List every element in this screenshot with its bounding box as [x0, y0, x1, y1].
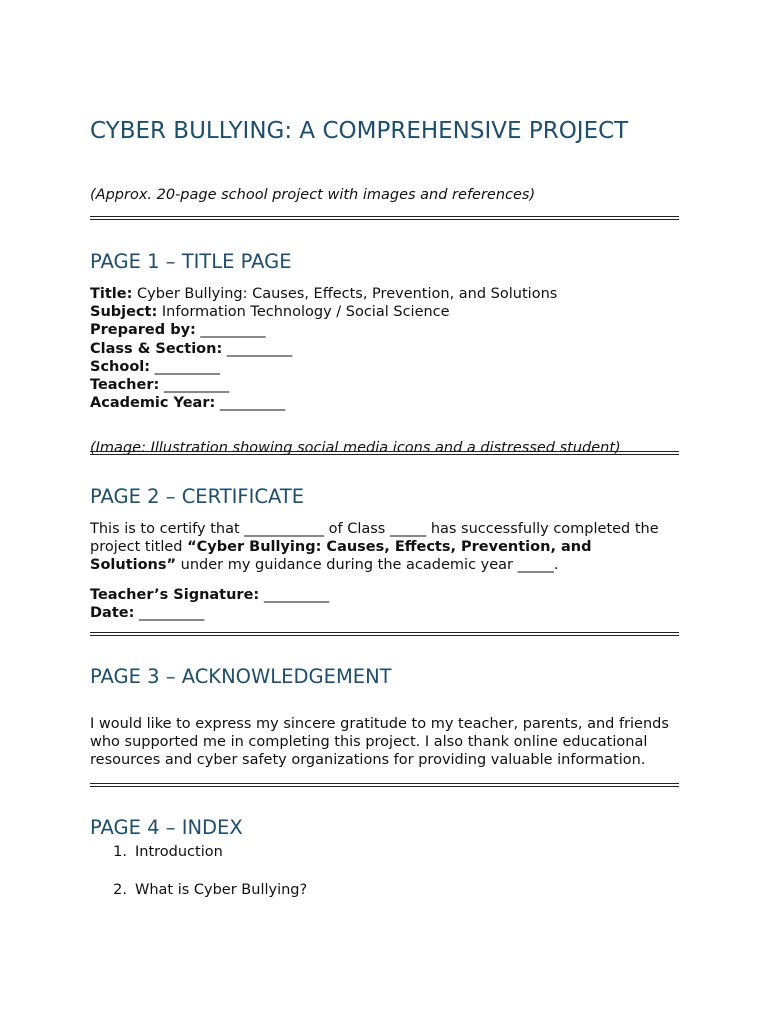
list-item-number: 2.	[113, 882, 127, 898]
field-value: _________	[259, 587, 330, 603]
field-label: Date:	[90, 605, 135, 622]
certificate-text	[90, 520, 680, 575]
page2-heading: PAGE 2 – CERTIFICATE	[90, 485, 305, 508]
field-value: _________	[215, 395, 286, 412]
certificate-text-after: under my guidance during the academic year _____.	[176, 557, 559, 574]
field-prepared-by	[90, 321, 680, 339]
list-item	[90, 844, 307, 882]
acknowledgement-text: I would like to express my sincere gratitude to my teacher, parents, and friends who supported me in completing this project. I also thank online educational resources and cyber safety organizations for providing valuable information.	[90, 715, 669, 768]
field-teacher	[90, 376, 680, 394]
field-value: _________	[195, 322, 266, 339]
field-value: _________	[159, 377, 230, 394]
image-note: (Image: Illustration showing social media icons and a distressed student)	[90, 439, 621, 456]
field-label: Subject:	[90, 304, 158, 321]
page3-heading: PAGE 3 – ACKNOWLEDGEMENT	[90, 665, 392, 688]
list-item-label: Introduction	[135, 844, 223, 860]
divider	[90, 216, 679, 220]
divider	[90, 451, 679, 455]
page4-heading: PAGE 4 – INDEX	[90, 816, 243, 839]
field-label: Class & Section:	[90, 340, 223, 357]
field-academic-year	[90, 394, 680, 412]
field-class-section	[90, 340, 680, 358]
field-value: Information Technology / Social Science	[157, 304, 450, 321]
page1-heading: PAGE 1 – TITLE PAGE	[90, 250, 292, 273]
field-label: Prepared by:	[90, 322, 196, 339]
field-value: _________	[222, 340, 293, 357]
list-item	[90, 882, 307, 920]
field-label: Teacher:	[90, 377, 160, 394]
document-subtitle: (Approx. 20-page school project with images and references)	[90, 187, 536, 203]
title-page-fields	[90, 285, 680, 412]
field-label: Title:	[90, 286, 133, 302]
field-label: Teacher’s Signature:	[90, 587, 260, 603]
field-date	[90, 604, 680, 622]
certificate-project-title: “Cyber Bullying: Causes, Effects, Prevention, and Solutions”	[90, 539, 592, 574]
certificate-fields	[90, 586, 680, 622]
field-label: Academic Year:	[90, 395, 216, 412]
field-value: Cyber Bullying: Causes, Effects, Prevention, and Solutions	[132, 286, 558, 302]
divider	[90, 783, 679, 787]
field-school	[90, 358, 680, 376]
field-label: School:	[90, 358, 151, 375]
list-item-number: 1.	[113, 844, 127, 860]
index-list	[90, 844, 307, 920]
divider	[90, 632, 679, 636]
field-value: _________	[150, 358, 220, 375]
certificate-paragraph	[90, 520, 680, 575]
list-item-label: What is Cyber Bullying?	[135, 882, 308, 898]
field-title	[90, 285, 680, 303]
certificate-text-before: This is to certify that ___________ of Class _____ has successfully completed the project titled	[90, 521, 659, 556]
document-title: CYBER BULLYING: A COMPREHENSIVE PROJECT	[90, 118, 629, 144]
field-subject	[90, 303, 680, 321]
field-teacher-signature	[90, 586, 680, 604]
field-value: _________	[134, 605, 205, 622]
